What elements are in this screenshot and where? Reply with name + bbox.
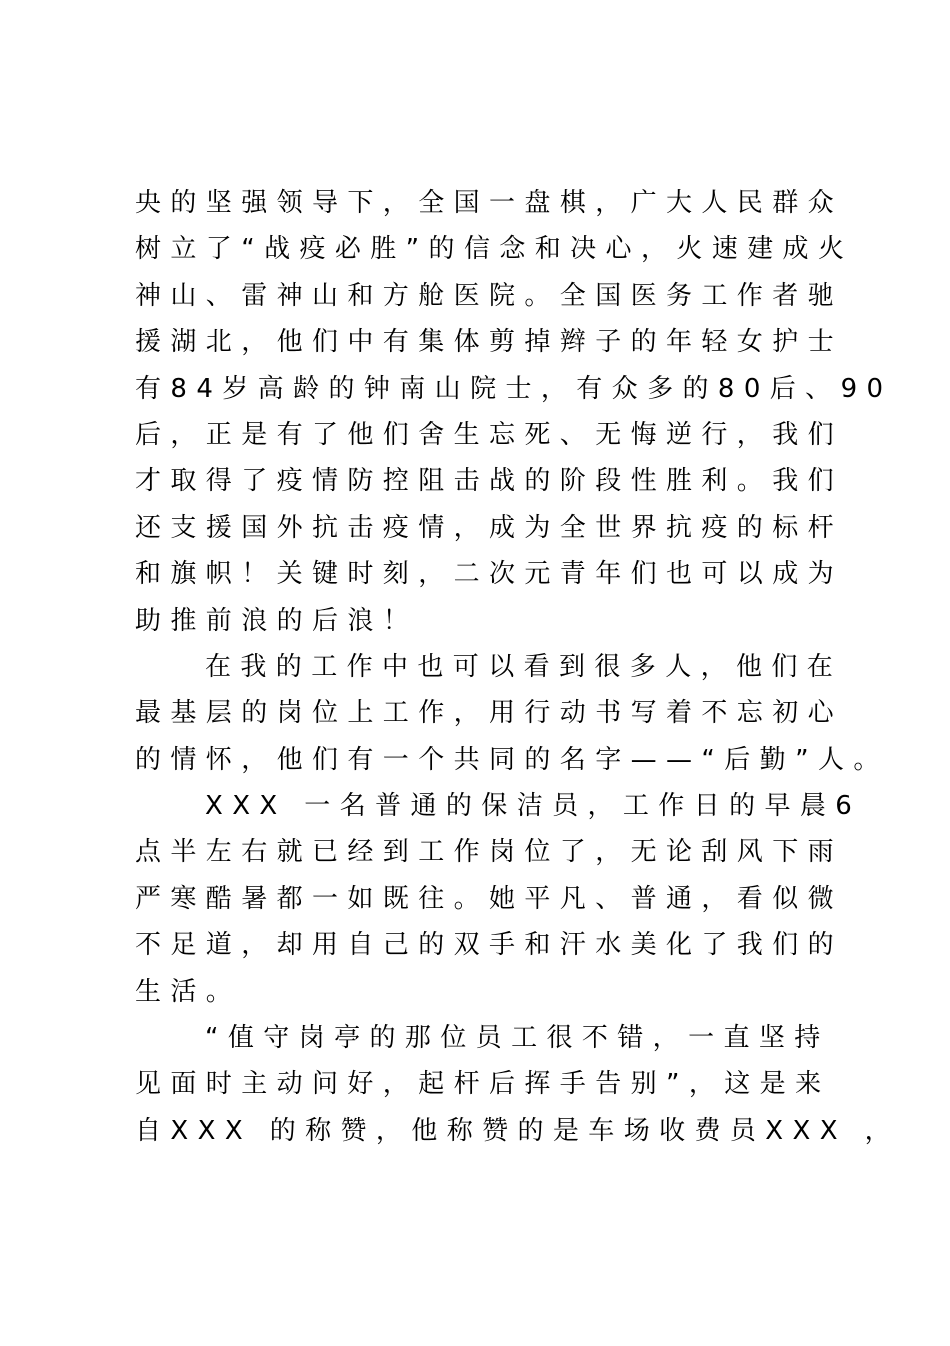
text-line: 后，正是有了他们舍生忘死、无悔逆行，我们	[135, 419, 844, 450]
paragraph-first-line: XXX 一名普通的保洁员，工作日的早晨6	[205, 791, 862, 822]
text-line: 不足道，却用自己的双手和汗水美化了我们的	[135, 930, 844, 961]
text-line: 的情怀，他们有一个共同的名字——“后勤”人。	[135, 744, 889, 775]
text-line: 才取得了疫情防控阻击战的阶段性胜利。我们	[135, 466, 844, 497]
text-line: 最基层的岗位上工作，用行动书写着不忘初心	[135, 698, 844, 729]
text-line: 央的坚强领导下，全国一盘棋，广大人民群众	[135, 188, 844, 218]
text-line: 严寒酷暑都一如既往。她平凡、普通，看似微	[135, 883, 844, 914]
text-line: 援湖北，他们中有集体剪掉辫子的年轻女护士	[135, 327, 844, 358]
paragraph-first-line: 在我的工作中也可以看到很多人，他们在	[205, 651, 843, 682]
text-line: 还支援国外抗击疫情，成为全世界抗疫的标杆	[135, 512, 844, 543]
text-line: 点半左右就已经到工作岗位了，无论刮风下雨	[135, 837, 844, 868]
text-line: 和旗帜！关键时刻，二次元青年们也可以成为	[135, 559, 844, 590]
text-line: 神山、雷神山和方舱医院。全国医务工作者驰	[135, 280, 844, 311]
text-line: 有84岁高龄的钟南山院士，有众多的80后、90	[135, 373, 893, 404]
text-line: 见面时主动问好，起杆后挥手告别”，这是来	[135, 1069, 831, 1100]
text-line: 自XXX 的称赞，他称赞的是车场收费员XXX ，	[135, 1115, 900, 1146]
text-line: 生活。	[135, 976, 242, 1007]
paragraph-first-line: “值守岗亭的那位员工很不错，一直坚持	[205, 1023, 830, 1054]
text-line: 树立了“战疫必胜”的信念和决心，火速建成火	[135, 234, 854, 265]
body-text	[135, 180, 900, 1154]
text-line: 助推前浪的后浪！	[135, 605, 419, 636]
